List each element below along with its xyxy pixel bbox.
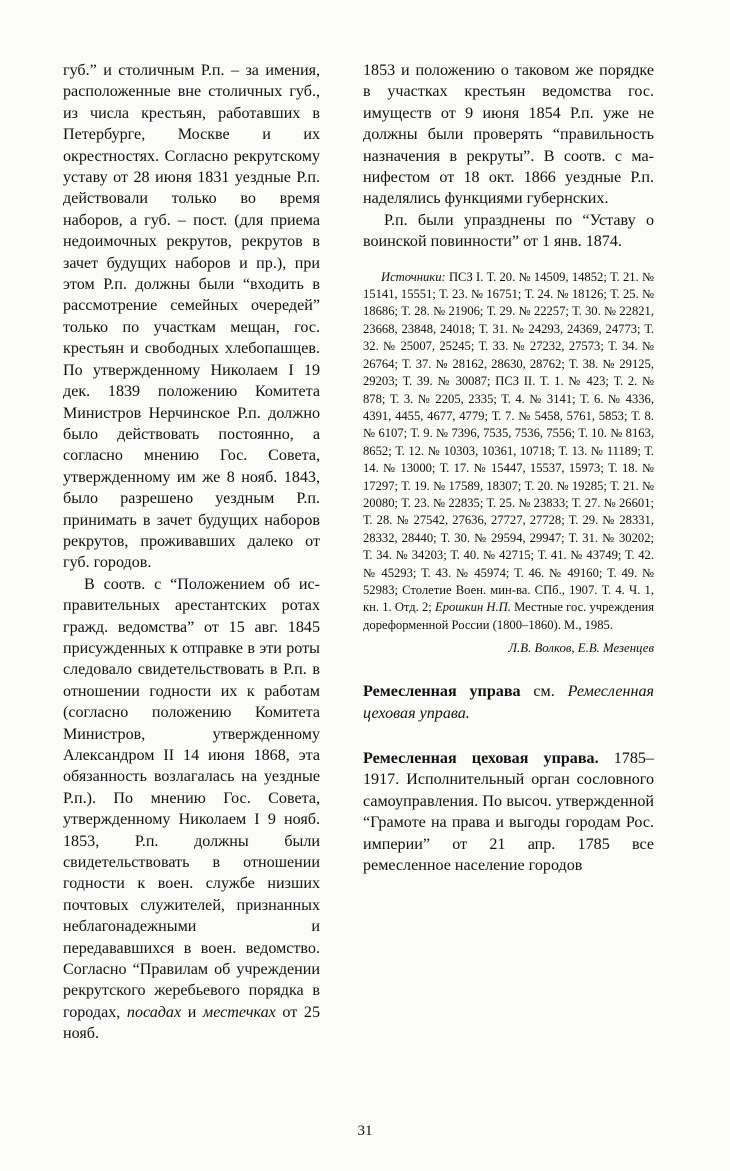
sources-tail: Местные гос. учреждения дореформенной России (1800–1860). М., 1985. (363, 600, 654, 632)
paragraph: 1853 и положению о таковом же порядке в участках крестьян ведомства гос. имуществ от 9 июня 1854 Р.п. уже не должны были проверять “правильность назначения в рекруты”. В соотв. с манифестом от 18 окт. 1866 уездные Р.п. наделялись функциями губернских. (363, 62, 654, 208)
sources-title: Источники: (381, 269, 446, 284)
sources-block (363, 269, 654, 635)
cross-reference: Ремесленная цеховая управа. (363, 683, 654, 722)
sources-text: ПСЗ I. Т. 20. № 14509, 14852; Т. 21. № 15141, 15551; Т. 23. № 16751; Т. 24. № 18126; Т. 25. № 18686; Т. 28. № 21906; Т. 29. № 22257; Т. 30. № 22821, 23668, 23848, 24018; Т. 31. № 24293, 24369, 24773; Т. 32. № 25007, 25245; Т. 33. № 27232, 27573; Т. 34. № 26764; Т. 37. № 28162, 28630, 28762; Т. 38. № 29125, 29203; Т. 39. № 30087; ПСЗ II. Т. 1. № 423; Т. 2. № 878; Т. 3. № 2205, 2335; Т. 4. № 3141; Т. 6. № 4336, 4391, 4455, 4677, 4779; Т. 7. № 5458, 5761, 5853; Т. 8. № 6107; Т. 9. № 7396, 7535, 7536, 7556; Т. 10. № 8163, 8652; Т. 12. № 10303, 10361, 10718; Т. 13. № 11189; Т. 14. № 13000; Т. 17. № 15447, 15537, 15973; Т. 18. № 17297; Т. 19. № 17589, 18307; Т. 20. № 19285; Т. 21. № 20080; Т. 23. № 22835; Т. 25. № 23833; Т. 27. № 26601; Т. 28. № 27542, 27636, 27727, 27728; Т. 29. № 28331, 28332, 28440; Т. 30. № 29594, 29947; Т. 31. № 30202; Т. 34. № 34203; Т. 40. № 42715; Т. 41. № 43749; Т. 42. № 45293; Т. 43. № 45974; Т. 46. № 49160; Т. 49. № 52983; Столетие Воен. мин-ва. СПб., 1907. Т. 4. Ч. 1, кн. 1. Отд. 2; (363, 269, 654, 615)
italic-term: посадах (126, 1003, 182, 1021)
see-word: см. (520, 683, 568, 701)
dictionary-entry (363, 681, 654, 724)
dictionary-entry (363, 748, 654, 876)
text-run: и (181, 1003, 203, 1021)
entry-term: Ремесленная цеховая управа. (363, 750, 599, 767)
article-authors: Л.В. Волков, Е.В. Мезенцев (508, 641, 654, 656)
sources-author: Ерошкин Н.П. (435, 600, 511, 615)
entry-term: Ремесленная управа (363, 683, 521, 701)
right-column (363, 60, 654, 876)
paragraph (63, 574, 320, 1045)
left-column (63, 60, 320, 1045)
text-run: В соотв. с “Положением об исправительных арестантских ротах гражд. ведомства” от 15 авг. 1845 присужденных к отправке в эти роты следовало свидетельствовать в Р.п. в отношении годности их к работам (согласно положению Комитета Министров, утвержденному Александром II 14 июня 1868, эта обязанность возлагалась на уездные Р.п.). По мнению Гос. Совета, утвержденному Николаем I 9 нояб. 1853, Р.п. должны были свидетельствовать в отношении годности к воен. службе низших почтовых служителей, признанных неблагонадежными и передававшихся в воен. ведомство. Согласно “Правилам об учреждении рекрутского жеребьевого порядка в городах, (63, 575, 320, 1021)
text-run: от 25 нояб. (63, 1003, 320, 1043)
entry-text: 1785–1917. Исполнительный орган сословного самоуправления. По высоч. утвержденной “Грамоте на права и выгоды городам Рос. империи” от 21 апр. 1785 все ремесленное население городов (363, 750, 654, 875)
italic-term: местечках (202, 1003, 276, 1021)
paragraph: Р.п. были упразднены по “Уставу о воинской повинности” от 1 янв. 1874. (363, 211, 654, 251)
page-number: 31 (357, 1123, 373, 1139)
paragraph: губ.” и столичным Р.п. – за имения, расположенные вне столичных губ., из числа крестьян, работавших в Петербурге, Москве и их окрестностях. Согласно рекрутскому уставу от 28 июня 1831 уездные Р.п. действовали только во время наборов, а губ. – пост. (для приема недоимочных рекрутов, рекрутов в зачет будущих наборов и пр.), при этом Р.п. должны были “входить в рассмотрение семейных очередей” только по участкам мещан, гос. крестьян и свободных хлебопашцев. По утвержденному Николаем I 19 дек. 1839 положению Комитета Министров Нерчинское Р.п. должно было действовать постоянно, а согласно мнению Гос. Совета, утвержденному им же 8 нояб. 1843, было разрешено уездным Р.п. принимать в зачет будущих наборов рекрутов, проживавших далеко от губ. городов. (63, 62, 320, 572)
